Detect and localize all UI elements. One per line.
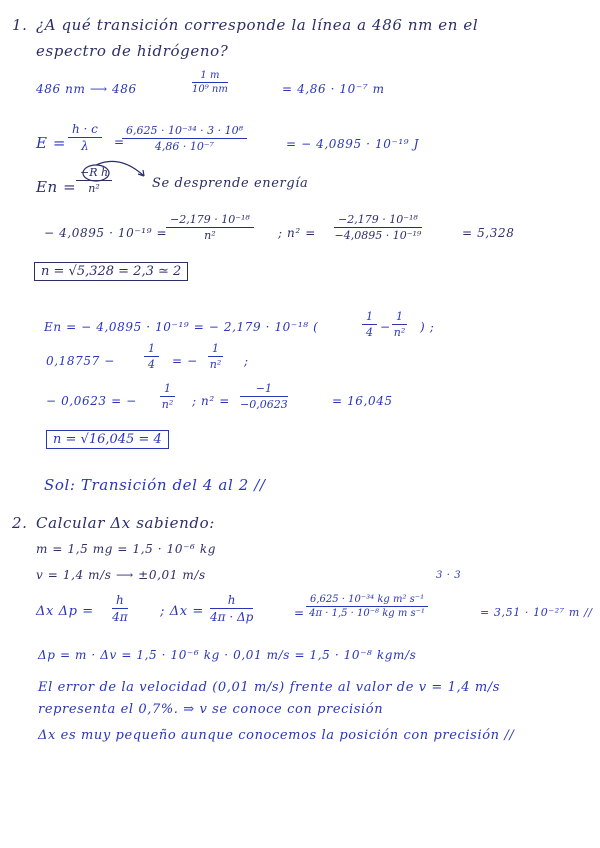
conversion-result: = 4,86 · 10⁻⁷ m xyxy=(282,82,385,96)
line5-fraction xyxy=(166,213,254,242)
line5-numerator: −2,179 · 10⁻¹⁸ xyxy=(166,213,254,228)
q2-title: Calcular Δx sabiendo: xyxy=(36,514,215,532)
uncertainty-f3-denominator: 4π · 1,5 · 10⁻⁸ kg m s⁻¹ xyxy=(309,608,425,619)
line8-middle: = − xyxy=(172,354,198,368)
energy-fraction-denominator: λ xyxy=(81,139,89,153)
line9-fraction1 xyxy=(160,382,175,411)
energy-fraction-numerator: h · c xyxy=(68,122,102,138)
uncertainty-above-note: 3 · 3 xyxy=(436,570,462,581)
conversion-numerator: 1 m xyxy=(192,70,228,83)
uncertainty-middle: ; Δx = xyxy=(160,604,204,619)
line8-f1-denominator: 4 xyxy=(148,358,155,371)
conversion-fraction xyxy=(192,70,228,95)
solution-line: Sol: Transición del 4 al 2 // xyxy=(44,476,266,494)
velocity-line: v = 1,4 m/s ⟶ ±0,01 m/s xyxy=(36,568,206,582)
uncertainty-fraction2 xyxy=(210,593,253,624)
q1-title-line2: espectro de hidrógeno? xyxy=(36,42,229,60)
line9-f1-denominator: n² xyxy=(161,398,174,411)
line5-fraction2 xyxy=(334,213,422,242)
line9-f2-numerator: −1 xyxy=(240,382,288,397)
line5-result: = 5,328 xyxy=(462,226,515,240)
line8-fraction1 xyxy=(144,342,159,371)
uncertainty-fraction1 xyxy=(112,593,128,624)
uncertainty-result: = 3,51 · 10⁻²⁷ m // xyxy=(480,606,593,619)
energy-symbol: E = xyxy=(36,134,67,152)
line7-fraction1 xyxy=(362,310,377,339)
line5-denominator2: −4,0895 · 10⁻¹⁹ xyxy=(334,229,422,242)
uncertainty-f3-numerator: 6,625 · 10⁻³⁴ kg m² s⁻¹ xyxy=(306,594,428,607)
arrow-annotation xyxy=(80,158,156,184)
energy-equals: = xyxy=(114,135,125,149)
energy-note: Se desprende energía xyxy=(152,176,309,191)
energy-value-denominator: 4,86 · 10⁻⁷ xyxy=(154,140,215,153)
line7-minus: − xyxy=(380,320,391,334)
line7-fraction2 xyxy=(392,310,407,339)
energy-value-numerator: 6,625 · 10⁻³⁴ · 3 · 10⁸ xyxy=(122,124,247,139)
uncertainty-f2-denominator: 4π · Δp xyxy=(210,610,254,624)
conclusion-line1: El error de la velocidad (0,01 m/s) frente al valor de v = 1,4 m/s xyxy=(38,680,501,695)
line8-f2-numerator: 1 xyxy=(208,342,223,357)
uncertainty-f1-denominator: 4π xyxy=(112,610,128,624)
line9-left: − 0,0623 = − xyxy=(46,394,137,408)
conclusion-line2: representa el 0,7%. ⇒ v se conoce con precisión xyxy=(38,702,384,717)
line9-f1-numerator: 1 xyxy=(160,382,175,397)
conversion-left: 486 nm ⟶ 486 xyxy=(36,82,137,96)
uncertainty-equals: = xyxy=(294,606,305,620)
uncertainty-f1-numerator: h xyxy=(112,593,128,609)
conversion-denominator: 10⁹ nm xyxy=(192,84,228,95)
line7-f1-numerator: 1 xyxy=(362,310,377,325)
uncertainty-fraction3 xyxy=(306,594,428,619)
line8-end: ; xyxy=(244,354,249,368)
line7-end: ) ; xyxy=(420,320,435,334)
energy-fraction xyxy=(68,122,102,153)
conclusion-line3: Δx es muy pequeño aunque conocemos la posición con precisión // xyxy=(38,728,515,743)
line5-middle: ; n² = xyxy=(278,226,316,240)
energy-value-fraction xyxy=(122,124,247,153)
line7-f2-denominator: n² xyxy=(393,326,406,339)
line5-denominator: n² xyxy=(204,229,216,242)
energy-result: = − 4,0895 · 10⁻¹⁹ J xyxy=(286,137,420,151)
mass-line: m = 1,5 mg = 1,5 · 10⁻⁶ kg xyxy=(36,542,217,556)
uncertainty-left: Δx Δp = xyxy=(36,604,94,619)
result-box-n4: n = √16,045 = 4 xyxy=(46,430,169,449)
q1-title-line1: ¿A qué transición corresponde la línea a 486 nm en el xyxy=(36,16,479,34)
q2-number: 2. xyxy=(12,514,28,532)
line9-f2-denominator: −0,0623 xyxy=(240,398,288,411)
line7-left: En = − 4,0895 · 10⁻¹⁹ = − 2,179 · 10⁻¹⁸ ( xyxy=(44,320,319,334)
line9-fraction2 xyxy=(240,382,288,411)
en-denominator: n² xyxy=(88,182,100,195)
q1-number: 1. xyxy=(12,16,28,34)
line9-middle: ; n² = xyxy=(192,394,230,408)
line5-numerator2: −2,179 · 10⁻¹⁸ xyxy=(334,213,422,228)
en-symbol: En = xyxy=(36,178,77,196)
momentum-line: Δp = m · Δv = 1,5 · 10⁻⁶ kg · 0,01 m/s = 1,5 · 10⁻⁸ kgm/s xyxy=(38,648,417,662)
line8-fraction2 xyxy=(208,342,223,371)
en-numerator: −R h xyxy=(76,166,112,181)
line7-f1-denominator: 4 xyxy=(366,326,373,339)
line9-result: = 16,045 xyxy=(332,394,393,408)
line8-f1-numerator: 1 xyxy=(144,342,159,357)
uncertainty-f2-numerator: h xyxy=(210,593,253,609)
line8-f2-denominator: n² xyxy=(209,358,222,371)
line8-left: 0,18757 − xyxy=(46,354,115,368)
line7-f2-numerator: 1 xyxy=(392,310,407,325)
result-box-n2: n = √5,328 = 2,3 ≃ 2 xyxy=(34,262,188,281)
line5-left: − 4,0895 · 10⁻¹⁹ = xyxy=(44,226,168,240)
